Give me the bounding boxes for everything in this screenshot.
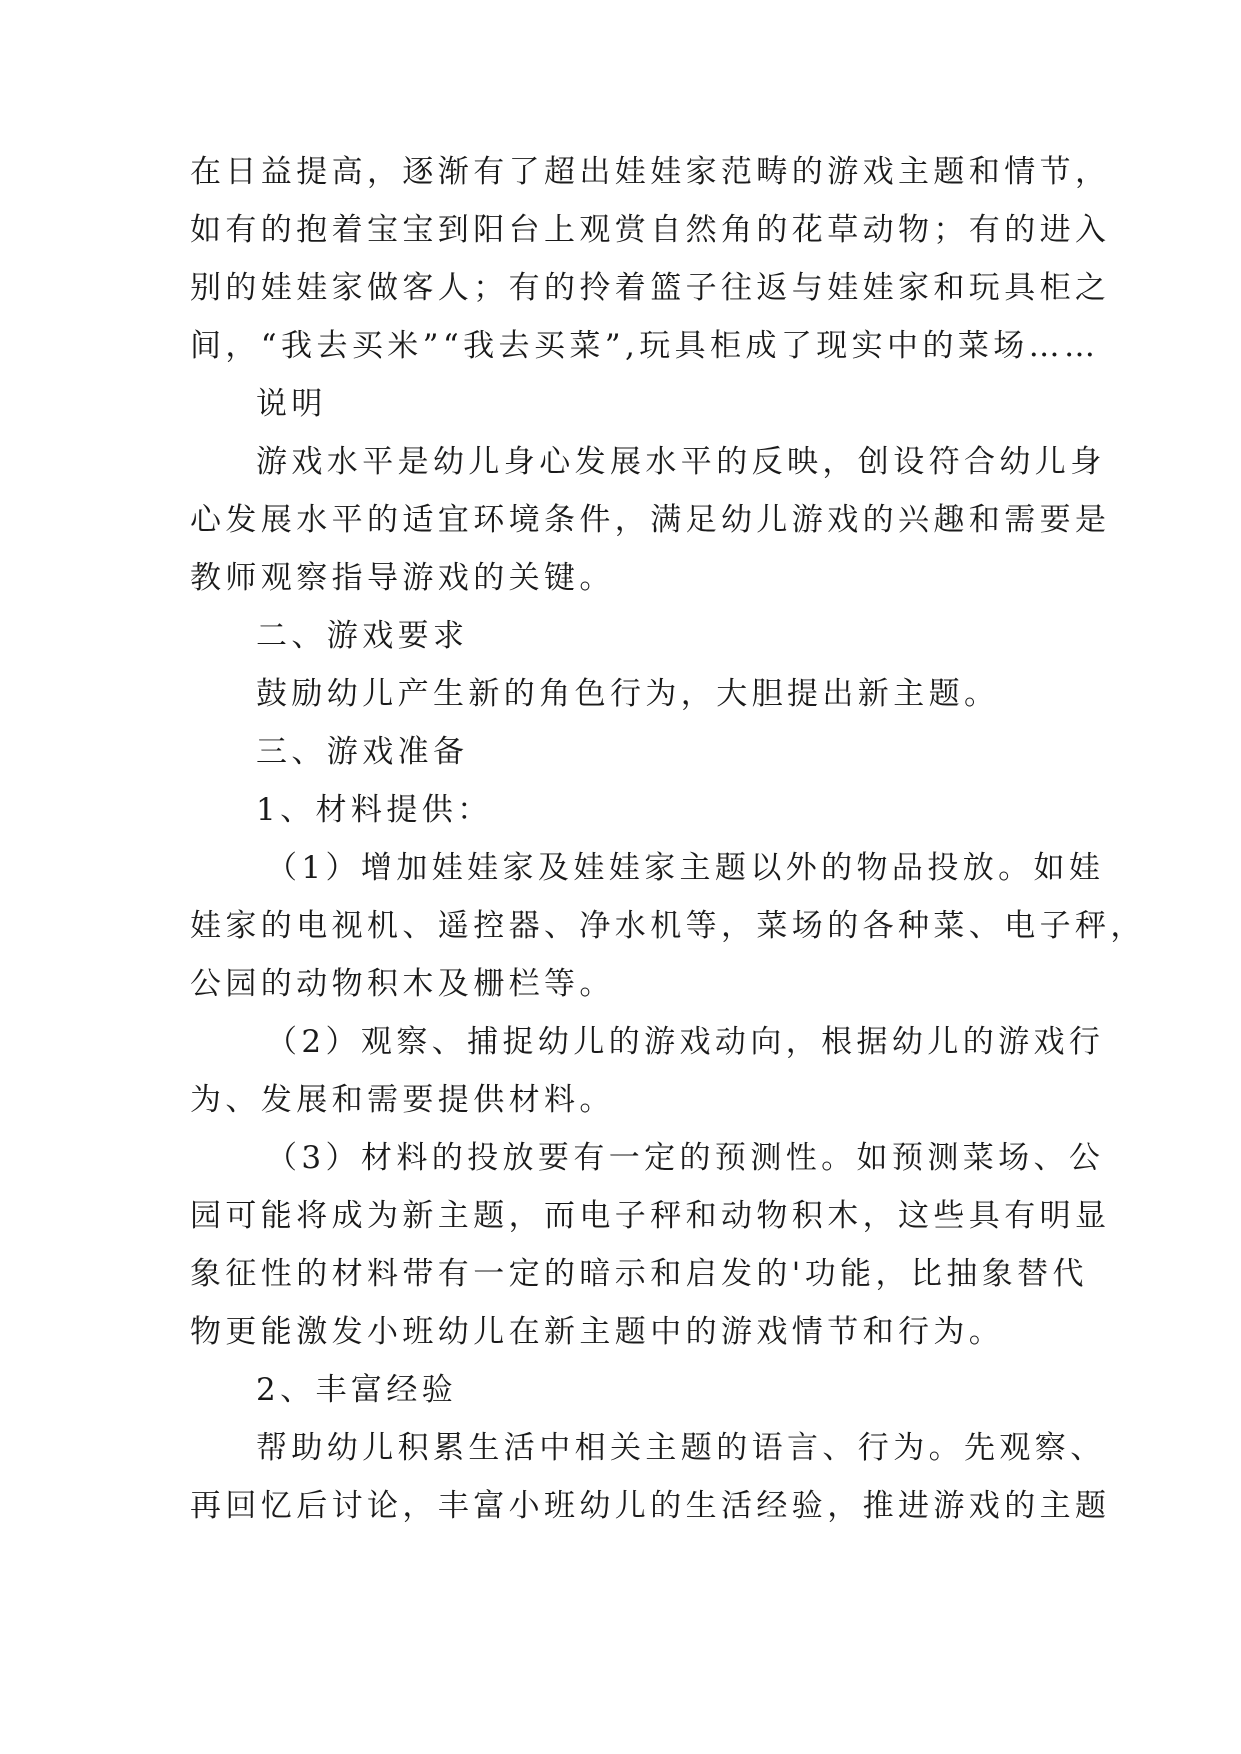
paragraph-line: 间，“我去买米”“我去买菜”,玩具柜成了现实中的菜场…… (190, 328, 1100, 364)
paragraph-line: 鼓励幼儿产生新的角色行为，大胆提出新主题。 (256, 676, 1000, 712)
paragraph-line: 公园的动物积木及栅栏等。 (190, 966, 615, 1002)
subsection-heading: 1、材料提供： (256, 792, 493, 828)
subsection-heading: 2、丰富经验 (256, 1372, 458, 1408)
paragraph-line: （1）增加娃娃家及娃娃家主题以外的物品投放。如娃 (266, 850, 1105, 886)
paragraph-line: 别的娃娃家做客人；有的拎着篮子往返与娃娃家和玩具柜之 (190, 270, 1111, 306)
paragraph-line: 园可能将成为新主题，而电子秤和动物积木，这些具有明显 (190, 1198, 1111, 1234)
paragraph-line: 游戏水平是幼儿身心发展水平的反映，创设符合幼儿身 (256, 444, 1106, 480)
paragraph-line: 在日益提高，逐渐有了超出娃娃家范畴的游戏主题和情节， (190, 154, 1111, 190)
section-label: 说明 (256, 386, 327, 422)
paragraph-line: 象征性的材料带有一定的暗示和启发的'功能，比抽象替代 (190, 1256, 1088, 1292)
paragraph-line: 再回忆后讨论，丰富小班幼儿的生活经验，推进游戏的主题 (190, 1488, 1111, 1524)
paragraph-line: （2）观察、捕捉幼儿的游戏动向，根据幼儿的游戏行 (266, 1024, 1105, 1060)
section-heading: 二、游戏要求 (256, 618, 469, 654)
section-heading: 三、游戏准备 (256, 734, 469, 770)
paragraph-line: 帮助幼儿积累生活中相关主题的语言、行为。先观察、 (256, 1430, 1106, 1466)
paragraph-line: 物更能激发小班幼儿在新主题中的游戏情节和行为。 (190, 1314, 1005, 1350)
paragraph-line: 心发展水平的适宜环境条件，满足幼儿游戏的兴趣和需要是 (190, 502, 1111, 538)
paragraph-line: 娃家的电视机、遥控器、净水机等，菜场的各种菜、电子秤， (190, 908, 1146, 944)
paragraph-line: 如有的抱着宝宝到阳台上观赏自然角的花草动物；有的进入 (190, 212, 1111, 248)
paragraph-line: 教师观察指导游戏的关键。 (190, 560, 615, 596)
paragraph-line: 为、发展和需要提供材料。 (190, 1082, 615, 1118)
paragraph-line: （3）材料的投放要有一定的预测性。如预测菜场、公 (266, 1140, 1105, 1176)
